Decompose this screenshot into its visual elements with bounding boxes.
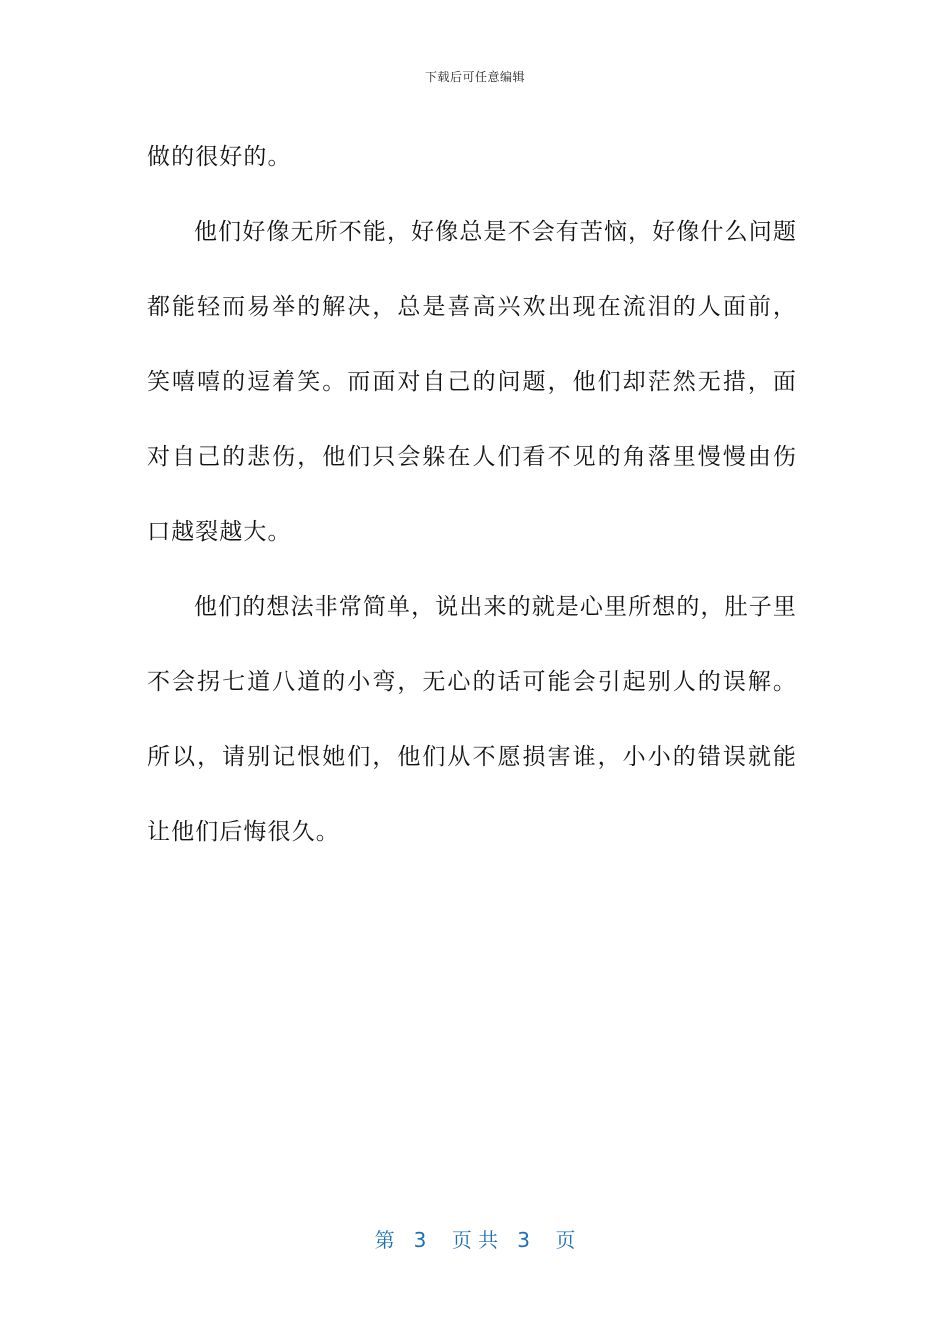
paragraph-3: 他们的想法非常简单，说出来的就是心里所想的，肚子里不会拐七道八道的小弯，无心的话可能会引起别人的误解。所以，请别记恨她们，他们从不愿损害谁，小小的错误就能让他们后悔很久。 (147, 594, 797, 845)
footer-of-label: 页 共 (451, 1228, 499, 1252)
paragraph-2: 他们好像无所不能，好像总是不会有苦恼，好像什么问题都能轻而易举的解决，总是喜高兴欢出现在流泪的人面前，笑嘻嘻的逗着笑。而面对自己的问题，他们却茫然无措，面对自己的悲伤，他们只会躲在人们看不见的角落里慢慢由伤口越裂越大。 (147, 219, 797, 545)
footer-total-pages: 3 (517, 1228, 530, 1252)
footer-current-page: 3 (413, 1228, 427, 1252)
document-body (147, 120, 797, 870)
footer-end-label: 页 (555, 1228, 576, 1252)
header-note: 下载后可任意编辑 (424, 70, 525, 84)
footer-page-label: 第 (374, 1228, 395, 1252)
page-footer (0, 1224, 950, 1253)
paragraph-1: 做的很好的。 (147, 144, 292, 170)
